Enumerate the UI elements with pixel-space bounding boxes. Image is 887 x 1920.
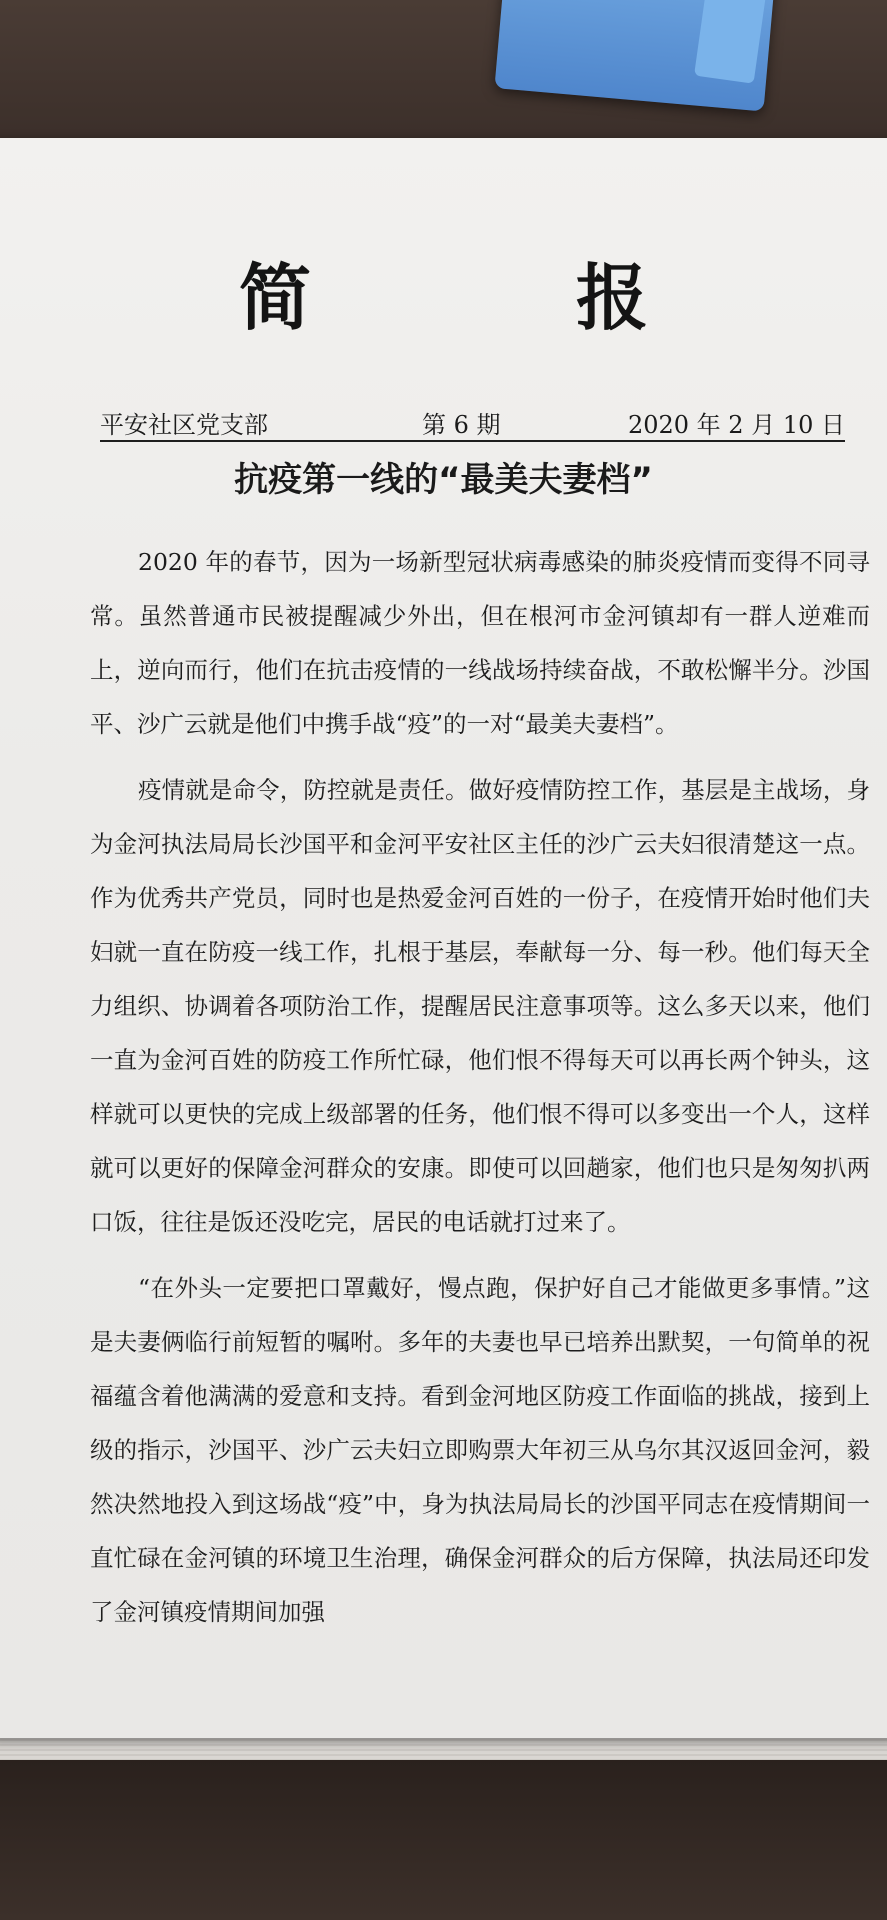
paragraph: 疫情就是命令，防控就是责任。做好疫情防控工作，基层是主战场，身为金河执法局局长沙国平和金河平安社区主任的沙广云夫妇很清楚这一点。作为优秀共产党员，同时也是热爱金河百姓的一份子，在疫情开始时他们夫妇就一直在防疫一线工作，扎根于基层，奉献每一分、每一秒。他们每天全力组织、协调着各项防治工作，提醒居民注意事项等。这么多天以来，他们一直为金河百姓的防疫工作所忙碌，他们恨不得每天可以再长两个钟头，这样就可以更快的完成上级部署的任务，他们恨不得可以多变出一个人，这样就可以更好的保障金河群众的安康。即使可以回趟家，他们也只是匆匆扒两口饭，往往是饭还没吃完，居民的电话就打过来了。 bbox=[90, 776, 870, 1236]
desk-bottom bbox=[0, 1760, 887, 1920]
paragraph: 2020 年的春节，因为一场新型冠状病毒感染的肺炎疫情而变得不同寻常。虽然普通市民被提醒减少外出，但在根河市金河镇却有一群人逆难而上，逆向而行，他们在抗击疫情的一线战场持续奋战，不敢松懈半分。沙国平、沙广云就是他们中携手战“疫”的一对“最美夫妻档”。 bbox=[90, 548, 870, 738]
bulletin-title: 简 报 bbox=[238, 256, 769, 340]
folder-tab bbox=[694, 0, 766, 84]
issue-date: 2020 年 2 月 10 日 bbox=[627, 411, 845, 439]
article-title: 抗疫第一线的“最美夫妻档” bbox=[234, 460, 653, 500]
paragraph: “在外头一定要把口罩戴好，慢点跑，保护好自己才能做更多事情。”这是夫妻俩临行前短暂的嘱咐。多年的夫妻也早已培养出默契，一句简单的祝福蕴含着他满满的爱意和支持。看到金河地区防疫工作面临的挑战，接到上级的指示，沙国平、沙广云夫妇立即购票大年初三从乌尔其汉返回金河，毅然决然地投入到这场战“疫”中，身为执法局局长的沙国平同志在疫情期间一直忙碌在金河镇的环境卫生治理，确保金河群众的后方保障，执法局还印发了金河镇疫情期间加强 bbox=[90, 1274, 870, 1626]
bulletin-meta-row bbox=[100, 410, 845, 442]
article-body bbox=[90, 535, 870, 1651]
organization-name: 平安社区党支部 bbox=[100, 411, 268, 439]
issue-number: 第 6 期 bbox=[422, 411, 501, 439]
